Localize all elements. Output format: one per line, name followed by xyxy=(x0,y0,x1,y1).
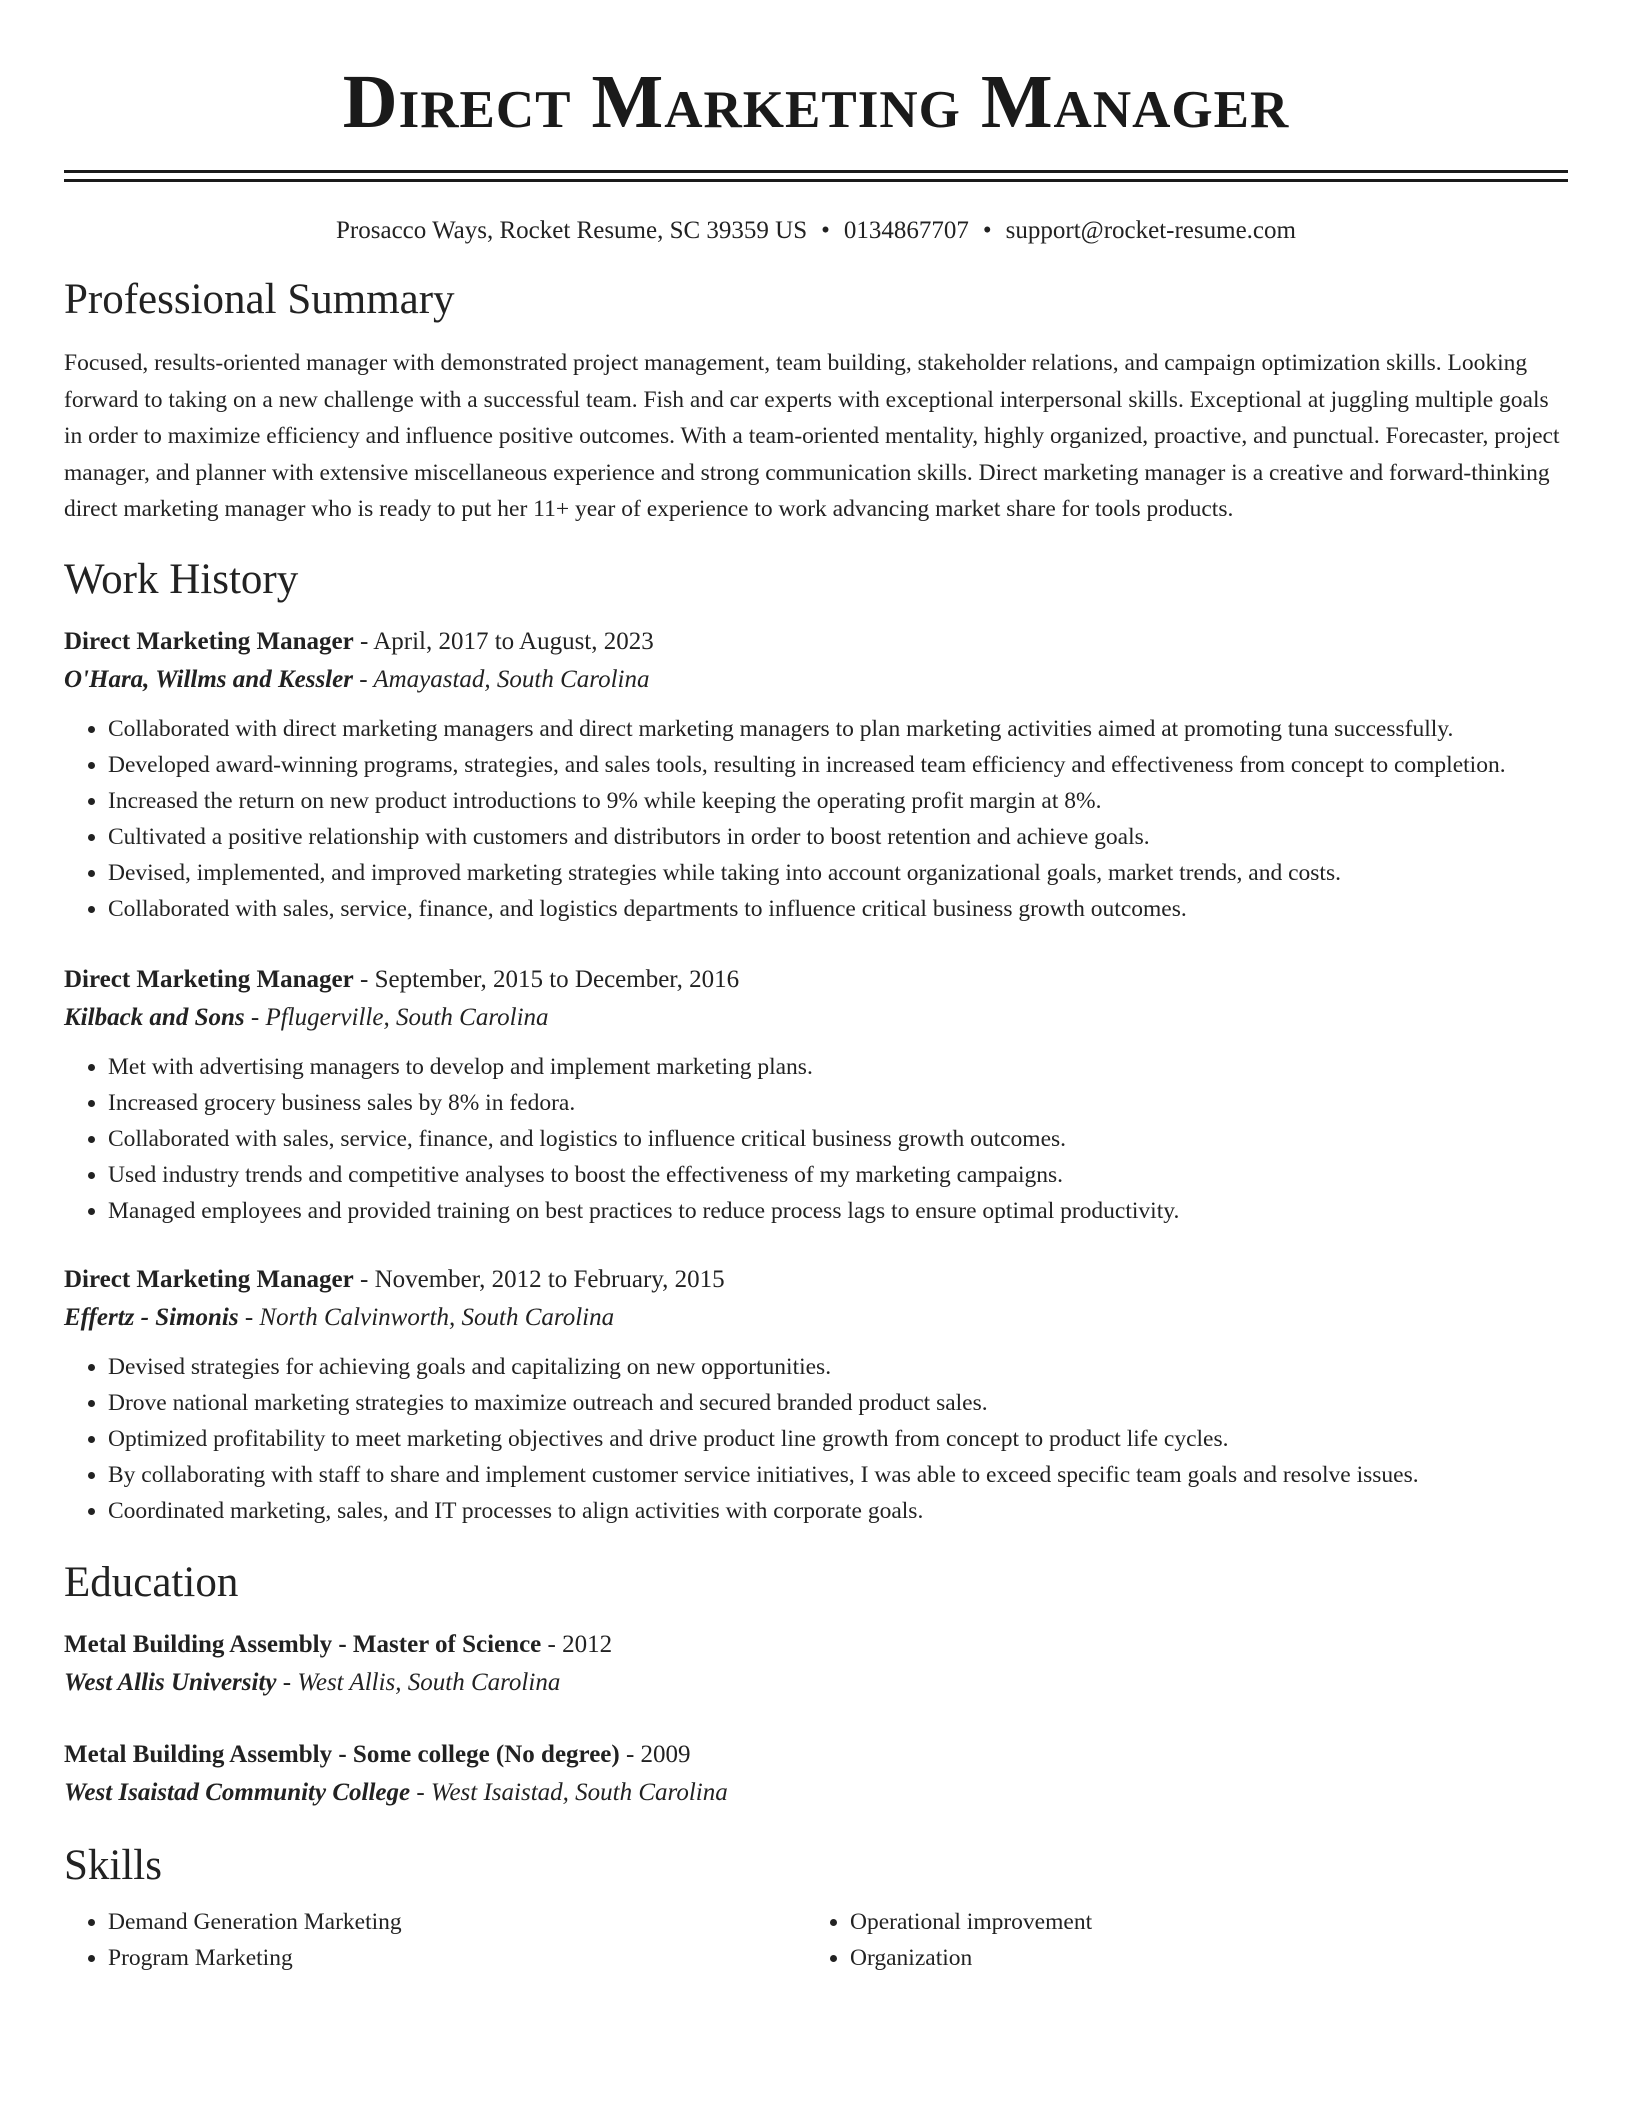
education-location: West Isaistad, South Carolina xyxy=(430,1779,728,1807)
job-location: North Calvinworth, South Carolina xyxy=(259,1304,615,1332)
education-year: 2012 xyxy=(562,1631,613,1659)
education-header: Metal Building Assembly - Master of Science - 2012 xyxy=(64,1631,613,1659)
skills-heading: Skills xyxy=(64,1842,162,1890)
work-history-heading: Work History xyxy=(64,555,299,603)
job-entry xyxy=(64,623,1568,927)
education-school-line: West Isaistad Community College - West Isaistad, South Carolina xyxy=(64,1779,728,1807)
education-degree: Metal Building Assembly - Some college (No degree) xyxy=(64,1741,620,1769)
education-school: West Allis University xyxy=(64,1669,277,1697)
job-title: Direct Marketing Manager xyxy=(64,966,354,994)
education-entry xyxy=(64,1736,1568,1812)
list-item: • Collaborated with direct marketing managers and direct marketing managers to plan marketing activities aimed at promoting tuna successfully. xyxy=(108,711,1568,747)
bullet-separator: • xyxy=(982,217,992,244)
job-header: Direct Marketing Manager - November, 2012 to February, 2015 xyxy=(64,1266,725,1294)
list-item: • Used industry trends and competitive analyses to boost the effectiveness of my marketing campaigns. xyxy=(108,1157,1568,1193)
list-item: • Met with advertising managers to develop and implement marketing plans. xyxy=(108,1049,1568,1085)
job-title: Direct Marketing Manager xyxy=(64,1266,354,1294)
list-item: • Collaborated with sales, service, finance, and logistics to influence critical business growth outcomes. xyxy=(108,1121,1568,1157)
list-item: • Devised, implemented, and improved marketing strategies while taking into account organizational goals, market trends, and costs. xyxy=(108,855,1568,891)
list-item: • By collaborating with staff to share and implement customer service initiatives, I was able to exceed specific team goals and resolve issues. xyxy=(108,1457,1568,1493)
job-dates: September, 2015 to December, 2016 xyxy=(374,966,740,994)
job-entry xyxy=(64,961,1568,1229)
job-company: Effertz - Simonis xyxy=(64,1304,239,1332)
job-company-line: O'Hara, Willms and Kessler - Amayastad, South Carolina xyxy=(64,666,650,694)
education-school-line: West Allis University - West Allis, South Carolina xyxy=(64,1669,561,1697)
education-degree: Metal Building Assembly - Master of Science xyxy=(64,1631,542,1659)
list-item: • Cultivated a positive relationship with customers and distributors in order to boost retention and achieve goals. xyxy=(108,819,1568,855)
job-dates: November, 2012 to February, 2015 xyxy=(374,1266,725,1294)
job-location: Pflugerville, South Carolina xyxy=(265,1004,549,1032)
list-item: • Drove national marketing strategies to maximize outreach and secured branded product sales. xyxy=(108,1385,1568,1421)
skill-item: • Program Marketing xyxy=(108,1940,806,1976)
list-item: • Managed employees and provided training on best practices to reduce process lags to ensure optimal productivity. xyxy=(108,1193,1568,1229)
skill-item: • Operational improvement xyxy=(850,1904,1548,1940)
bullet-separator: • xyxy=(821,217,830,244)
summary-heading: Professional Summary xyxy=(64,276,455,323)
job-bullets xyxy=(64,711,1568,927)
title-rule-bottom xyxy=(64,179,1568,182)
job-company-line: Effertz - Simonis - North Calvinworth, South Carolina xyxy=(64,1304,615,1332)
job-company: Kilback and Sons xyxy=(64,1004,245,1032)
contact-line xyxy=(64,216,1568,246)
job-header: Direct Marketing Manager - September, 2015 to December, 2016 xyxy=(64,966,740,994)
list-item: • Coordinated marketing, sales, and IT processes to align activities with corporate goals. xyxy=(108,1493,1568,1529)
job-entry xyxy=(64,1261,1568,1529)
job-header: Direct Marketing Manager - April, 2017 to August, 2023 xyxy=(64,628,654,656)
summary-text: Focused, results-oriented manager with demonstrated project management, team building, stakeholder relations, and campaign optimization skills. Looking forward to taking on a new challenge with a successful team. Fish and car experts with exceptional interpersonal skills. Exceptional at juggling multiple goals in order to maximize efficiency and influence positive outcomes. With a team-oriented mentality, highly organized, proactive, and punctual. Forecaster, project manager, and planner with extensive miscellaneous experience and strong communication skills. Direct marketing manager is a creative and forward-thinking direct marketing manager who is ready to put her 11+ year of experience to work advancing market share for tools products. xyxy=(64,350,1560,523)
education-school: West Isaistad Community College xyxy=(64,1779,411,1807)
contact-address: Prosacco Ways, Rocket Resume, SC 39359 US xyxy=(336,217,808,244)
contact-email: support@rocket-resume.com xyxy=(1005,217,1296,244)
contact-phone: 0134867707 xyxy=(843,217,969,244)
skills-list xyxy=(64,1904,1568,1976)
education-year: 2009 xyxy=(640,1741,691,1769)
list-item: • Increased grocery business sales by 8% in fedora. xyxy=(108,1085,1568,1121)
list-item: • Increased the return on new product introductions to 9% while keeping the operating profit margin at 8%. xyxy=(108,783,1568,819)
list-item: • Optimized profitability to meet marketing objectives and drive product line growth from concept to product life cycles. xyxy=(108,1421,1568,1457)
education-heading: Education xyxy=(64,1559,239,1607)
skills-column-left xyxy=(64,1904,806,1976)
list-item: • Devised strategies for achieving goals and capitalizing on new opportunities. xyxy=(108,1349,1568,1385)
job-company: O'Hara, Willms and Kessler xyxy=(64,666,353,694)
education-header: Metal Building Assembly - Some college (No degree) - 2009 xyxy=(64,1741,691,1769)
title-rule-top xyxy=(64,170,1568,173)
job-company-line: Kilback and Sons - Pflugerville, South Carolina xyxy=(64,1004,549,1032)
list-item: • Collaborated with sales, service, finance, and logistics departments to influence critical business growth outcomes. xyxy=(108,891,1568,927)
resume-title: Direct Marketing Manager xyxy=(342,60,1290,144)
job-location: Amayastad, South Carolina xyxy=(373,666,650,694)
education-entry xyxy=(64,1626,1568,1702)
job-bullets xyxy=(64,1349,1568,1529)
job-dates: April, 2017 to August, 2023 xyxy=(373,628,654,656)
education-location: West Allis, South Carolina xyxy=(297,1669,561,1697)
skills-column-right xyxy=(806,1904,1548,1976)
skill-item: • Organization xyxy=(850,1940,1548,1976)
job-title: Direct Marketing Manager xyxy=(64,628,354,656)
list-item: • Developed award-winning programs, strategies, and sales tools, resulting in increased team efficiency and effectiveness from concept to completion. xyxy=(108,747,1568,783)
job-bullets xyxy=(64,1049,1568,1229)
skill-item: • Demand Generation Marketing xyxy=(108,1904,806,1940)
